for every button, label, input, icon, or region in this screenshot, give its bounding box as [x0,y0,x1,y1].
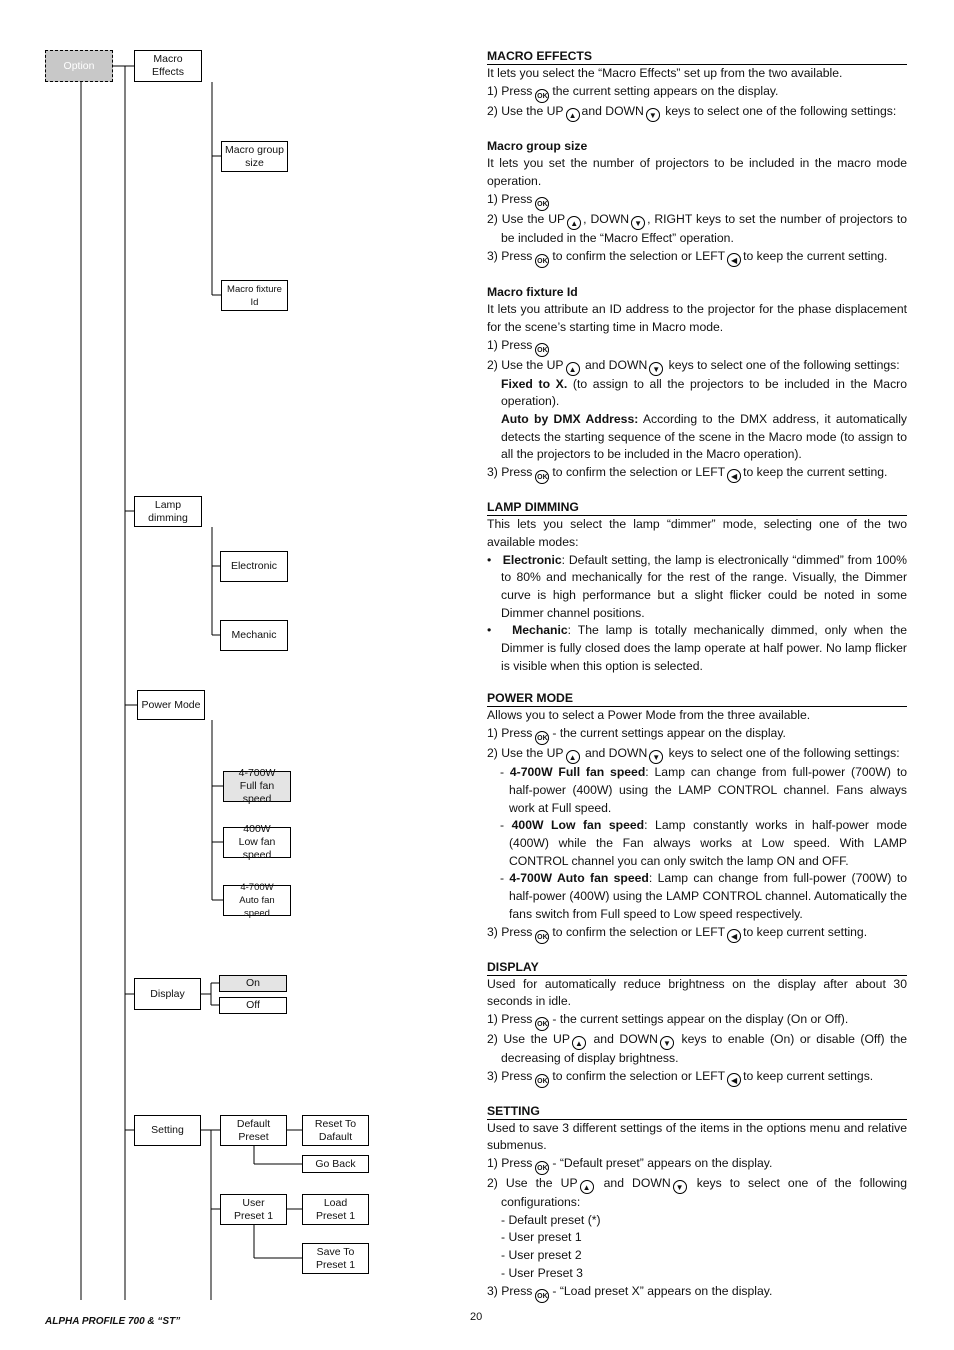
reset-default-label-2: Dafault [318,1130,353,1143]
macro-fixture-step-1-a: 1) Press [487,337,533,352]
power-full-option: - 4-700W Full fan speed: Lamp can change from full-power (700W) to half-power (400W) using the LAMP CONTROL channel. Fans always work at Full speed. [500,765,907,815]
setting-intro: Used to save 3 different settings of the items in the options menu and relative submenus. [487,1120,907,1153]
macro-group-size-node [221,141,288,172]
setting-step-2-b: and DOWN [603,1176,671,1191]
lamp-dimming-heading: LAMP DIMMING [487,499,907,516]
display-off-node [219,997,287,1014]
lamp-electronic-bullet: • Electronic: Default setting, the lamp is electronically “dimmed” from 100% to 80% and mechanically for the rest of the range. Visually, the Dimmer curve is high performance but a slight flicker could be noted in some Dimmer channel positions. [487,552,907,620]
macro-fixture-step-2-a: 2) Use the UP [487,357,564,372]
ok-key-icon: OK [535,1017,549,1031]
power-mode-label: Power Mode [141,698,201,711]
up-key-icon: ▲ [580,1180,594,1194]
macro-group-step-3-b: to confirm the selection or LEFT [552,248,726,263]
lamp-mechanic-bullet: • Mechanic: The lamp is totally mechanically dimmed, only when the Dimmer is fully closed does the lamp operate at half power. No lamp flicker is visible when this option is selected. [487,623,907,673]
macro-effects-label-1: Macro [153,53,183,65]
macro-step-1 [487,83,907,103]
lamp-mechanic-label: Mechanic [512,623,568,638]
macro-group-step-2 [487,211,907,248]
setting-step-3-a: 3) Press [487,1283,533,1298]
lamp-intro: This lets you select the lamp “dimmer” mode, selecting one of the two available modes: [487,517,907,549]
power-low-fan-label-1: 400W [243,823,271,835]
macro-fixture-step-2-b: and DOWN [584,357,648,372]
power-auto-label: 4-700W Auto fan speed [509,871,649,886]
setting-label: Setting [151,1124,184,1136]
down-key-icon: ▼ [660,1036,674,1050]
macro-group-step-2-a: 2) Use the UP [487,211,566,226]
power-step-2-c: keys to select one of the following settings: [668,746,900,761]
power-low-label: 400W Low fan speed [511,818,645,833]
power-step-1-a: 1) Press [487,726,533,741]
up-key-icon: ▲ [566,750,580,764]
up-key-icon: ▲ [566,362,580,376]
mechanic-label: Mechanic [231,629,277,641]
macro-group-step-2-b: , DOWN [583,211,630,226]
setting-config-3: - User preset 2 [501,1248,582,1263]
macro-intro: It lets you select the “Macro Effects” set up from the two available. [487,66,843,80]
power-auto-fan-label-1: 4-700W [240,882,274,893]
setting-step-1 [487,1155,907,1175]
power-step-2-b: and DOWN [584,746,648,761]
setting-step-3 [487,1283,907,1303]
macro-fixed-label: Fixed to X. [501,376,568,391]
power-mode-node [137,690,205,720]
display-label: Display [150,987,185,1000]
macro-fixture-step-1 [487,337,907,357]
setting-step-1-b: - “Default preset” appears on the display. [552,1156,773,1171]
setting-step-3-b: - “Load preset X” appears on the display. [552,1283,773,1298]
ok-key-icon: OK [535,930,549,944]
macro-fixture-step-3 [487,464,907,484]
macro-fixture-step-3-c: to keep the current setting. [743,465,888,480]
save-preset-node [302,1243,369,1274]
electronic-label: Electronic [230,560,278,572]
setting-step-1-a: 1) Press [487,1156,533,1171]
down-key-icon: ▼ [649,750,663,764]
up-key-icon: ▲ [572,1036,586,1050]
macro-group-step-2-c: , RIGHT keys to set the number of projectors to be included in the “Macro Effect” operation. [501,211,908,245]
macro-group-step-1 [487,191,907,211]
reset-default-label-1: Reset To [314,1117,357,1130]
display-step-2-c: keys to enable (On) or disable (Off) the decreasing of display brightness. [501,1031,908,1065]
ok-key-icon: OK [535,470,549,484]
power-step-3-a: 3) Press [487,924,533,939]
ok-key-icon: OK [535,1289,549,1303]
option-label: Option [63,59,95,72]
setting-node [134,1115,201,1146]
down-key-icon: ▼ [646,108,660,122]
load-preset-label-1: Load [323,1196,348,1209]
power-auto-fan-label-2: Auto fan speed [239,895,275,919]
power-low-text: : Lamp constantly works in half-power mode (400W) while the Fan always works at Low speed. With LAMP CONTROL channel you can only switch the lamp ON and OFF. [509,818,908,868]
setting-heading: SETTING [487,1103,907,1120]
ok-key-icon: OK [535,731,549,745]
setting-step-2-a: 2) Use the UP [487,1176,578,1191]
macro-fixture-id-heading: Macro fixture Id [487,284,578,299]
display-step-2 [487,1031,907,1068]
macro-auto-option [487,411,907,464]
left-key-icon: ◀ [727,469,741,483]
macro-fixture-id-label: Macro fixture Id [227,283,282,308]
macro-fixture-intro: It lets you attribute an ID address to the projector for the phase displacement for the scene’s starting time in Macro mode. [487,302,907,334]
ok-key-icon: OK [535,343,549,357]
setting-step-2-c: keys to select one of the following configurations: [501,1176,907,1210]
macro-group-step-1-a: 1) Press [487,191,533,206]
power-step-1 [487,725,907,745]
user-preset-label-1: User [242,1196,265,1209]
go-back-node [302,1155,369,1173]
ok-key-icon: OK [535,1074,549,1088]
power-auto-option: - 4-700W Auto fan speed: Lamp can change from full-power (700W) to half-power (400W) using the LAMP CONTROL channel. Automatically the fans switch from Full speed to Low speed respectively. [500,871,907,921]
power-step-3 [487,924,907,944]
setting-config-1: - Default preset (*) [501,1212,601,1227]
macro-effects-label-2: Effects [152,66,184,78]
macro-fixture-id-node [221,280,288,311]
setting-config-2: - User preset 1 [501,1230,582,1245]
macro-group-size-heading: Macro group size [487,138,588,153]
power-full-text: : Lamp can change from full-power (700W) to half-power (400W) using the LAMP CONTROL channel. Fans always work at Full speed. [509,765,907,815]
macro-step-1-a: 1) Press [487,83,533,98]
lamp-electronic-text: : Default setting, the lamp is electronically “dimmed” from 100% to 80% and mechanically for the rest of the range. Visually, the Dimmer curve is high performance but a slight flicker could be noted in some Dimmer channel positions. [501,552,907,620]
macro-group-size-label-1: Macro group [225,143,284,156]
display-off-label: Off [246,999,260,1011]
lamp-mechanic-text: : The lamp is totally mechanically dimmed, only when the Dimmer is fully closed does the lamp operate at half power. No lamp flicker is visible when this option is selected. [501,623,907,673]
setting-config-4: - User Preset 3 [501,1265,583,1280]
load-preset-label-2: Preset 1 [315,1209,356,1222]
lamp-dimming-node [134,496,202,527]
macro-effects-node [134,50,202,82]
macro-group-step-3-a: 3) Press [487,248,533,263]
page-number: 20 [470,1311,483,1323]
lamp-dimming-label-2: dimming [148,511,188,524]
user-preset-label-2: Preset 1 [233,1209,274,1222]
option-node [45,50,113,82]
power-auto-fan-node [223,882,291,919]
macro-step-2-a: 2) Use the UP [487,103,564,118]
mechanic-node [220,620,288,651]
down-key-icon: ▼ [649,362,663,376]
footer-product-name: ALPHA PROFILE 700 & “ST” [45,1316,181,1327]
power-auto-text: : Lamp can change from full-power (700W) to half-power (400W) using the LAMP CONTROL channel. Automatically the fans switch from Full speed to Low speed respectively. [509,871,907,921]
display-step-3-a: 3) Press [487,1068,533,1083]
power-mode-heading: POWER MODE [487,690,907,707]
display-step-1 [487,1011,907,1031]
reset-default-node [302,1115,369,1146]
setting-step-2 [487,1175,907,1212]
display-intro: Used for automatically reduce brightness on the display after about 30 seconds in idle. [487,976,907,1009]
lamp-dimming-label-1: Lamp [154,498,182,511]
macro-auto-label: Auto by DMX Address: [501,412,639,427]
macro-auto-text: According to the DMX address, it automatically detects the starting sequence of the scene in the Macro mode (to assign to all the projectors to be included in the Macro operation). [501,412,907,462]
display-step-1-a: 1) Press [487,1011,533,1026]
save-preset-label-2: Preset 1 [315,1258,356,1271]
macro-group-step-3-c: to keep the current setting. [743,248,888,263]
power-step-1-b: - the current settings appear on the display. [552,726,786,741]
ok-key-icon: OK [535,197,549,211]
left-key-icon: ◀ [727,253,741,267]
display-node [134,978,201,1010]
up-key-icon: ▲ [566,108,580,122]
display-heading: DISPLAY [487,959,907,976]
macro-fixture-step-2-c: keys to select one of the following settings: [668,357,900,372]
macro-fixed-text: (to assign to all the projectors to be included in the Macro operation). [501,376,908,409]
power-low-fan-label-2: Low fan speed [238,836,276,861]
power-step-2-a: 2) Use the UP [487,746,564,761]
macro-group-step-3 [487,248,907,268]
power-step-3-c: to keep current setting. [743,924,868,939]
macro-step-2-b: and DOWN [581,103,644,118]
lamp-electronic-label: Electronic [502,552,562,567]
macro-step-1-b: the current setting appears on the display. [552,83,779,98]
electronic-node [220,551,288,582]
manual-text-column [487,48,907,1303]
display-step-1-b: - the current settings appear on the display (On or Off). [552,1011,849,1026]
macro-effects-heading: MACRO EFFECTS [487,48,907,65]
load-preset-node [302,1194,369,1225]
power-full-label: 4-700W Full fan speed [509,765,646,780]
save-preset-label-1: Save To [316,1245,355,1258]
default-preset-node [220,1115,287,1146]
macro-group-intro: It lets you set the number of projectors to be included in the macro mode operation. [487,156,907,189]
macro-step-2-c: keys to select one of the following settings: [665,103,897,118]
display-on-node [219,975,287,992]
ok-key-icon: OK [535,89,549,103]
power-full-fan-node [223,767,291,805]
display-step-3-c: to keep current settings. [743,1068,874,1083]
user-preset-node [220,1194,287,1225]
display-step-2-b: and DOWN [593,1031,658,1046]
default-preset-label-1: Default [236,1117,271,1130]
power-full-fan-label-2: Full fan speed [239,780,275,805]
down-key-icon: ▼ [673,1180,687,1194]
macro-fixed-option [487,376,907,411]
macro-group-size-label-2: size [245,156,264,169]
left-key-icon: ◀ [727,929,741,943]
up-key-icon: ▲ [567,216,581,230]
ok-key-icon: OK [535,254,549,268]
macro-fixture-step-3-a: 3) Press [487,465,533,480]
power-full-fan-label-1: 4-700W [238,767,276,779]
default-preset-label-2: Preset [238,1130,269,1143]
display-step-3 [487,1068,907,1088]
power-step-3-b: to confirm the selection or LEFT [552,924,726,939]
power-intro: Allows you to select a Power Mode from the three available. [487,708,811,723]
macro-fixture-step-3-b: to confirm the selection or LEFT [552,465,726,480]
menu-tree-connectors [0,0,480,1310]
display-step-3-b: to confirm the selection or LEFT [552,1068,726,1083]
down-key-icon: ▼ [631,216,645,230]
ok-key-icon: OK [535,1161,549,1175]
go-back-label: Go Back [315,1157,356,1170]
macro-fixture-step-2 [487,357,907,376]
left-key-icon: ◀ [727,1073,741,1087]
display-step-2-a: 2) Use the UP [487,1031,570,1046]
macro-step-2 [487,103,907,122]
display-on-label: On [245,977,260,989]
power-low-option: - 400W Low fan speed: Lamp constantly works in half-power mode (400W) while the Fan always works at Low speed. With LAMP CONTROL channel you can only switch the lamp ON and OFF. [500,818,908,868]
power-step-2 [487,745,907,764]
power-low-fan-node [223,823,291,861]
